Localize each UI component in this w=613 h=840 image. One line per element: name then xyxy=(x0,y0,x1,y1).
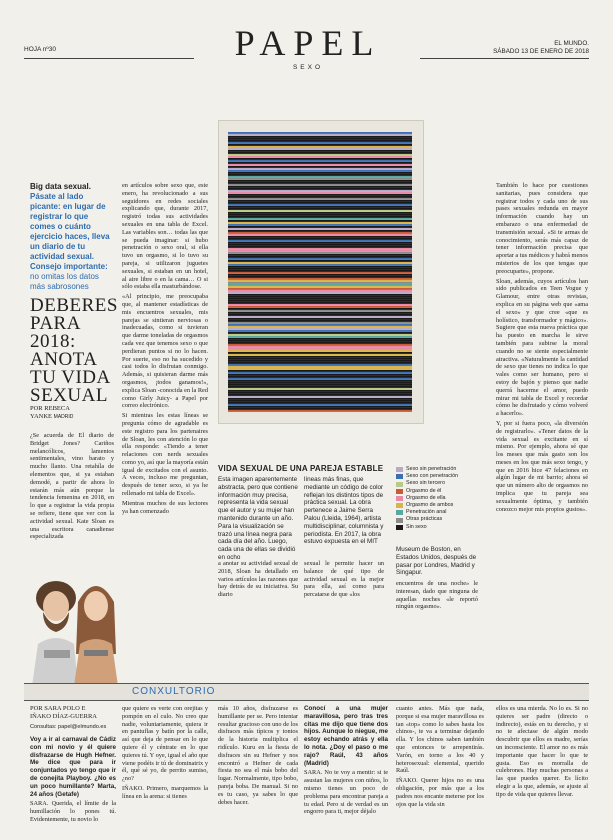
deck-advice-label: Consejo importante: xyxy=(30,262,108,271)
artwork-day-stripe xyxy=(228,288,412,290)
artwork-day-stripe xyxy=(228,304,412,306)
artwork-day-stripe xyxy=(228,362,412,364)
artwork-day-stripe xyxy=(228,212,412,214)
artwork-day-stripe xyxy=(228,194,412,196)
artwork-day-stripe xyxy=(228,290,412,292)
article-column-2 xyxy=(122,182,208,517)
artwork-day-stripe xyxy=(228,144,412,146)
artwork-day-stripe xyxy=(228,218,412,220)
legend-item xyxy=(396,509,486,516)
artwork-day-stripe xyxy=(228,386,412,388)
artwork-day-stripe xyxy=(228,380,412,382)
artwork-day-stripe xyxy=(228,354,412,356)
artwork-day-stripe xyxy=(228,222,412,224)
headline-line: SEXUAL xyxy=(30,385,108,406)
artwork-day-stripe xyxy=(228,214,412,216)
artwork-day-stripe xyxy=(228,326,412,328)
artwork-day-stripe xyxy=(228,318,412,320)
headline-line: DEBERES xyxy=(30,295,118,316)
artwork-day-stripe xyxy=(228,278,412,280)
consultorio-column-4 xyxy=(304,705,388,818)
artwork-day-stripe xyxy=(228,314,412,316)
artwork-day-stripe xyxy=(228,228,412,230)
article-column-5 xyxy=(396,580,478,613)
artwork-day-stripe xyxy=(228,250,412,252)
article-paragraph: en artículos sobre sexo que, este enero, ha revolucionado a sus seguidores en redes sociales explicando que, durante 2017, registró todas sus actividades sexuales en una tabla de Excel. Las variables son… todas las que se pueda imaginar: si hubo penetración o sexo oral, si ella tuvo un orgasmo, si lo tuvo su pareja, si utilizaron juguetes sexuales, si estaban en un hotel, al aire libre o en la cama… O si sólo estaba ella masturbándose. xyxy=(122,182,208,291)
artwork-day-stripe xyxy=(228,348,412,350)
answer: más 10 años, disfrazarse es humillante per se. Pero intentar resultar gracioso con uno de los disfraces más típicos y tontos de la historia multiplica el ridículo. Kuru en la fiesta de disfraces sin su Hefner y nos encontró a Hefner de cada fiesta no sea el más bobo del lugar. Normalmente, tipo bobo, pareja boba. De manual. Si no es tu caso, ya sabes lo que debes hacer. xyxy=(218,705,298,806)
legend-item xyxy=(396,488,486,495)
artwork-day-stripe xyxy=(228,408,412,410)
artwork-day-stripe xyxy=(228,166,412,168)
artwork-day-stripe xyxy=(228,342,412,344)
artwork-day-stripe xyxy=(228,334,412,336)
artwork-day-stripe xyxy=(228,300,412,302)
legend-label: Penetración anal xyxy=(406,509,447,516)
artwork-day-stripe xyxy=(228,156,412,158)
artwork-day-stripe xyxy=(228,286,412,288)
artwork-day-stripe xyxy=(228,168,412,170)
artwork-day-stripe xyxy=(228,294,412,296)
legend-item xyxy=(396,480,486,487)
artwork-day-stripe xyxy=(228,324,412,326)
artwork-day-stripe xyxy=(228,270,412,272)
answer: cuanto antes. Más que nada, porque si esa mujer maravillosa es tan «top» como lo sabes hasta los chinos-, te va a terminar dejando ella. Y los chinos saben también que entonces te arrepentirás. Varón, en torno a los 40 y heterosexual: elemental, querido Raúl. xyxy=(396,705,484,775)
artwork-day-stripe xyxy=(228,280,412,282)
figure-caption-b: líneas más finas, que mediante un código de color reflejan los distintos tipos de práctica sexual. La obra pertenece a Jaime Serra Palou (Lleida, 1964), artista multidisciplinar, columnista y periodista. En 2017, la obra estuvo expuesta en el MIT xyxy=(304,476,384,546)
legend-item xyxy=(396,466,486,473)
artwork-day-stripe xyxy=(228,204,412,206)
legend-label: Sexo sin penetración xyxy=(406,466,457,472)
artwork-day-stripe xyxy=(228,240,412,242)
artwork-day-stripe xyxy=(228,360,412,362)
artwork-day-stripe xyxy=(228,252,412,254)
artwork-day-stripe xyxy=(228,364,412,366)
artwork-day-stripe xyxy=(228,244,412,246)
legend-swatch xyxy=(396,467,403,472)
consultorio-column-2 xyxy=(122,705,208,803)
artwork-day-stripe xyxy=(228,402,412,404)
deck-advice-text: no omitas los datos más sabrosones xyxy=(30,272,99,291)
artwork-day-stripe xyxy=(228,136,412,138)
consultorio-contact: Consultas: papel@elmundo.es xyxy=(30,724,107,730)
artwork-day-stripe xyxy=(228,158,412,160)
artwork-day-stripe xyxy=(228,210,412,212)
artwork-day-stripe xyxy=(228,310,412,312)
headline-line: ANOTA xyxy=(30,349,98,370)
artwork-day-stripe xyxy=(228,358,412,360)
masthead-rule xyxy=(24,58,194,59)
artwork-day-stripe xyxy=(228,134,412,136)
artwork-day-stripe xyxy=(228,260,412,262)
artwork-day-stripe xyxy=(228,182,412,184)
article-column-6 xyxy=(496,182,588,515)
artwork-day-stripe xyxy=(228,404,412,406)
artwork-day-stripe xyxy=(228,276,412,278)
artwork-day-stripe xyxy=(228,376,412,378)
consultorio-column-1 xyxy=(30,736,116,826)
artwork-day-stripe xyxy=(228,248,412,250)
legend-swatch xyxy=(396,474,403,479)
legend-label: Otras prácticas xyxy=(406,516,443,523)
legend-swatch xyxy=(396,489,403,494)
masthead-rule-right xyxy=(420,58,589,59)
artwork-day-stripe xyxy=(228,410,412,412)
consultorio-byline xyxy=(30,705,120,731)
article-paragraph: Si mientras les estas líneas se pregunta cómo de agradable es este registro para los partenaires de Sloan, les con atención lo que ella responde: «Tiendo a tener relaciones con nerds sexuales como yo, así que la mayoría están igual de excitados con el asunto. A veces, incluso me preguntan, después de tener sexo, si ya he rellenado mi tabla de Excel». xyxy=(122,412,208,498)
issue-number: HOJA nº30 xyxy=(24,46,57,53)
artwork-day-stripe xyxy=(228,302,412,304)
columnists-photo xyxy=(24,558,124,686)
masthead-title: PAPEL xyxy=(234,23,382,63)
artwork-day-stripe xyxy=(228,230,412,232)
artwork-day-stripe xyxy=(228,200,412,202)
artwork-day-stripe xyxy=(228,296,412,298)
answer: IÑAKO. Primero, marquemos la línea en la arena: si tienes xyxy=(122,784,208,800)
artwork-day-stripe xyxy=(228,198,412,200)
figure-caption-title: VIDA SEXUAL DE UNA PAREJA ESTABLE xyxy=(218,464,384,473)
consultorio-byline-1: POR SARA POLO E xyxy=(30,705,86,712)
legend-label: Orgasmo de él xyxy=(406,487,442,494)
artwork-day-stripe xyxy=(228,392,412,394)
artwork-day-stripe xyxy=(228,322,412,324)
artwork-day-stripe xyxy=(228,132,412,134)
legend-label: Sexo con penetración xyxy=(406,473,459,480)
artwork-day-stripe xyxy=(228,264,412,266)
artwork-day-stripe xyxy=(228,320,412,322)
artwork-day-stripe xyxy=(228,238,412,240)
artwork-day-stripe xyxy=(228,384,412,386)
artwork-day-stripe xyxy=(228,226,412,228)
deck xyxy=(30,182,114,292)
figure-legend xyxy=(396,466,486,531)
artwork-day-stripe xyxy=(228,344,412,346)
artwork-day-stripe xyxy=(228,338,412,340)
legend-item xyxy=(396,516,486,523)
answer: IÑAKO. Querer hijos no es una obligación, por más que a los padres nos encante meterse por los ojos que la vida sin xyxy=(396,777,484,808)
legend-swatch xyxy=(396,510,403,515)
artwork-day-stripe xyxy=(228,350,412,352)
headline xyxy=(30,297,120,405)
artwork-day-stripe xyxy=(228,202,412,204)
consultorio-column-3 xyxy=(218,705,298,808)
artwork-day-stripe xyxy=(228,346,412,348)
artwork-day-stripe xyxy=(228,148,412,150)
artwork-day-stripe xyxy=(228,262,412,264)
article-paragraph: encuentros de una noche» le interesan, dado que ninguna de aquellas noches «le reportó ningún orgasmo». xyxy=(396,580,478,611)
artwork-day-stripe xyxy=(228,268,412,270)
artwork-day-stripe xyxy=(228,154,412,156)
legend-item xyxy=(396,495,486,502)
artwork-day-stripe xyxy=(228,390,412,392)
headline-line: 2018: xyxy=(30,331,76,352)
artwork-day-stripe xyxy=(228,256,412,258)
artwork-day-stripe xyxy=(228,374,412,376)
artwork-day-stripe xyxy=(228,308,412,310)
legend-swatch xyxy=(396,496,403,501)
artwork-day-stripe xyxy=(228,196,412,198)
artwork-day-stripe xyxy=(228,306,412,308)
artwork-day-stripe xyxy=(228,298,412,300)
legend-item xyxy=(396,524,486,531)
legend-item xyxy=(396,473,486,480)
consultorio-byline-2: IÑAKO DÍAZ-GUERRA xyxy=(30,713,97,720)
artwork-day-stripe xyxy=(228,400,412,402)
artwork-day-stripe xyxy=(228,232,412,234)
artwork-year-visualization xyxy=(228,132,412,412)
artwork-day-stripe xyxy=(228,312,412,314)
byline xyxy=(30,405,114,421)
legend-label: Orgasmo de ambos xyxy=(406,502,454,509)
artwork-day-stripe xyxy=(228,180,412,182)
article-paragraph: sexual le permite hacer un balance de qué tipo de actividad sexual es la mejor para ella, así como para percatarse de que «los xyxy=(304,560,384,599)
artwork-day-stripe xyxy=(228,274,412,276)
answer: SARA. Querida, el límite de la humillación lo pones tú. Evidentemente, tu novio lo xyxy=(30,800,116,823)
artwork-day-stripe xyxy=(228,152,412,154)
issue-date: SÁBADO 13 DE ENERO DE 2018 xyxy=(493,48,589,55)
artwork-day-stripe xyxy=(228,140,412,142)
artwork-day-stripe xyxy=(228,172,412,174)
legend-swatch xyxy=(396,518,403,523)
artwork-day-stripe xyxy=(228,236,412,238)
legend-label: Orgasmo de ella xyxy=(406,494,446,501)
artwork-day-stripe xyxy=(228,246,412,248)
consultorio-column-6 xyxy=(496,705,588,801)
question: Conocí a una mujer maravillosa, pero tras tres citas me dijo que tiene dos hijos. Aunque lo niegue, me estoy echando atrás y ella lo nota. ¿Doy el paso o me rajo? Raúl, 43 años (Madrid) xyxy=(304,705,388,767)
artwork-day-stripe xyxy=(228,184,412,186)
artwork-day-stripe xyxy=(228,142,412,144)
artwork-day-stripe xyxy=(228,272,412,274)
article-paragraph: También lo hace por cuestiones sanitarias, pues considera que registrar todos y cada uno de sus pases sexuales redunda en mayor información cuando hay un embarazo o una enfermedad de transmisión sexual. «Si te armas de conocimiento, serás más capaz de tener información precisa que aportar a tus médicos y habrá menos misterios de los que tengas que preocuparte», propone. xyxy=(496,182,588,275)
deck-kicker: Big data sexual. xyxy=(30,182,91,191)
artwork-day-stripe xyxy=(228,176,412,178)
artwork-day-stripe xyxy=(228,188,412,190)
headline-line: PARA xyxy=(30,313,81,334)
artwork-day-stripe xyxy=(228,258,412,260)
artwork-day-stripe xyxy=(228,178,412,180)
artwork-day-stripe xyxy=(228,372,412,374)
artwork-day-stripe xyxy=(228,396,412,398)
section-label: SEXO xyxy=(292,64,324,71)
artwork-day-stripe xyxy=(228,282,412,284)
publication-name: EL MUNDO. xyxy=(554,40,589,47)
article-paragraph: «Al principio, me preocupaba que, al mantener estadísticas de mis encuentros sexuales, mis parejas se sintieran nerviosas o inadecuadas, como si tuvieran que darme toneladas de orgasmos cada vez que tenemos sexo o que perdieran puntos si no lo hacen. Por suerte, eso no ha sucedido y casi todos lo disfrutan conmigo. Además, si quisieran darme más orgasmos, ¡todos ganamos!», explica Sloan -conocida en la Red como Girly Juicy- a Papel por correo electrónico. xyxy=(122,293,208,410)
artwork-day-stripe xyxy=(228,220,412,222)
artwork-day-stripe xyxy=(228,284,412,286)
artwork-day-stripe xyxy=(228,170,412,172)
article-paragraph: a anotar su actividad sexual de 2018, Sloan ha detallado en varios artículos las razones que hay detrás de su iniciativa. Su diario xyxy=(218,560,298,599)
artwork-day-stripe xyxy=(228,382,412,384)
legend-swatch xyxy=(396,525,403,530)
answer: SARA. No te voy a mentir: si te asustan las mujeres con niños, lo mismo tienes un poco de problema para encontrar pareja a tu edad. Pero si de verdad es un engorro para ti, mejor déjalo xyxy=(304,769,388,816)
article-column-4 xyxy=(304,560,384,601)
answer: ellos es una mierda. No lo es. Si no quieres ser padre (directo o indirecto), estás en tu derecho, y si no te afectase de algún modo descubrir que ellos es madre, serías un inconsciente. El amor no es más importante que hacer lo que te gusta. Eso es morralla de culebrones. Hay muchas personas a las que puedes querer. Es lícito elegir a la que, además, se ajuste al tipo de vida que quieres llevar. xyxy=(496,705,588,798)
artwork-day-stripe xyxy=(228,138,412,140)
artwork-day-stripe xyxy=(228,370,412,372)
artwork-day-stripe xyxy=(228,356,412,358)
article-paragraph: ¿Se acuerda de El diario de Bridget Jones? Cariños melancólicos, lamentos sentimentales, vino barato y mucho llanto. Una retahíla de elementos que, si ya estaban demodé, a partir de ahora lo estarán más aún porque la tendencia femenina en 2018, en lo que a registrar la vida propia se refiere, tiene que ver con la actividad sexual. Kate Sloan es una escritora canadiense especializada xyxy=(30,432,114,541)
artwork-day-stripe xyxy=(228,192,412,194)
columnist-man xyxy=(32,581,78,686)
artwork-day-stripe xyxy=(228,378,412,380)
article-paragraph: Mientras muchos de sus lectores ya han comenzado xyxy=(122,499,208,515)
artwork-day-stripe xyxy=(228,292,412,294)
artwork-day-stripe xyxy=(228,388,412,390)
artwork-day-stripe xyxy=(228,242,412,244)
question: Voy a ir al carnaval de Cádiz con mi novio y él quiere disfrazarse de Hugh Hefner. Me dice que para ir conjuntados yo tengo que ir de conejita Playboy. ¿No es un poco humillante? Marta, 24 años (Getafe) xyxy=(30,736,116,798)
artwork-day-stripe xyxy=(228,208,412,210)
article-paragraph: Sloan, además, cuyos artículos han sido publicados en Teen Vogue y Glamour, entre otras revistas, explica en su página web que «ama el sexo» y que cree «que es holístico, transformador y mágico». Sugiere que esta nueva práctica que ha puesto en marcha le sirve también para subirse la moral cuando no se siente especialmente atractiva. «Naturalmente la cantidad de sexo que tienes no indica lo que vales como ser humano, pero si estoy de bajón y pienso que nadie querrá hacerme el amor, puedo mirar mi tabla de Excel y recordar cómo he disfrutado y cómo volveré a hacerlo». xyxy=(496,277,588,418)
artwork-day-stripe xyxy=(228,146,412,148)
artwork-day-stripe xyxy=(228,224,412,226)
artwork-day-stripe xyxy=(228,340,412,342)
deck-summary: Pásate al lado picante: en lugar de registrar lo que comes o cuánto ejercicio haces, lleva un diario de tu actividad sexual. xyxy=(30,192,110,261)
headline-line: TU VIDA xyxy=(30,367,111,388)
consultorio-bar xyxy=(24,683,589,701)
artwork-day-stripe xyxy=(228,406,412,408)
artwork-day-stripe xyxy=(228,162,412,164)
answer: que quiere es verte con orejitas y pompón en el culo. No creo que nadie, voluntariamente, quiera ir en pantuflas y batín por la calle, así que deja de pensar en lo que quiere él y céntrate en lo que quieres tú. Y oye, igual el año que viene podéis ir tú de dominatrix y él, qué sé yo, de perrito sumiso, ¿no? xyxy=(122,705,208,783)
artwork-day-stripe xyxy=(228,366,412,368)
article-column-3 xyxy=(218,560,298,601)
legend-label: Sin sexo xyxy=(406,523,427,530)
artwork-day-stripe xyxy=(228,316,412,318)
columnist-woman xyxy=(74,586,118,686)
artwork-day-stripe xyxy=(228,266,412,268)
byline-name: YANKE xyxy=(30,413,53,420)
artwork-day-stripe xyxy=(228,398,412,400)
artwork-day-stripe xyxy=(228,352,412,354)
legend-label: Sexo sin tercero xyxy=(406,480,445,487)
byline-by: POR REBECA xyxy=(30,405,70,412)
article-paragraph: Y, por si fuera poco, «la diversión de registrarlo». «Tener datos de la vida sexual es excitante en sí mismo. Por ejemplo, ahora sé que los meses que más gasto son los meses en los que más sexo tengo, y que en 2016 hice 47 felaciones en algún lugar de mi barrio; ahora sé que un número alto de orgasmos no implica que tu pareja sea sexualmente óptima, y también conozco mejor mis propios gustos». xyxy=(496,419,588,513)
artwork-day-stripe xyxy=(228,164,412,166)
artwork-day-stripe xyxy=(228,328,412,330)
consultorio-column-5 xyxy=(396,705,484,810)
artwork-day-stripe xyxy=(228,336,412,338)
artwork-day-stripe xyxy=(228,330,412,332)
figure-caption-a: Esta imagen aparentemente abstracta, pero que contiene información muy precisa, representa la vida sexual que el autor y su mujer han mantenido durante un año. Para la visualización se trazó una línea negra para cada día del año. Luego, cada una de ellas se dividió en ocho xyxy=(218,476,298,561)
artwork-day-stripe xyxy=(228,332,412,334)
artwork-day-stripe xyxy=(228,150,412,152)
legend-swatch xyxy=(396,482,403,487)
artwork-day-stripe xyxy=(228,394,412,396)
artwork-day-stripe xyxy=(228,186,412,188)
figure-caption-c: Museum de Boston, en Estados Unidos, después de pasar por Londres, Madrid y Singapur. xyxy=(396,546,477,577)
article-column-1 xyxy=(30,432,114,543)
artwork-day-stripe xyxy=(228,206,412,208)
legend-item xyxy=(396,502,486,509)
byline-place: MADRID xyxy=(53,414,74,420)
artwork-day-stripe xyxy=(228,254,412,256)
artwork-day-stripe xyxy=(228,234,412,236)
artwork-day-stripe xyxy=(228,160,412,162)
consultorio-title: CONXULTORIO xyxy=(132,686,216,697)
artwork-day-stripe xyxy=(228,174,412,176)
artwork-day-stripe xyxy=(228,368,412,370)
artwork-day-stripe xyxy=(228,190,412,192)
artwork-day-stripe xyxy=(228,216,412,218)
legend-swatch xyxy=(396,503,403,508)
